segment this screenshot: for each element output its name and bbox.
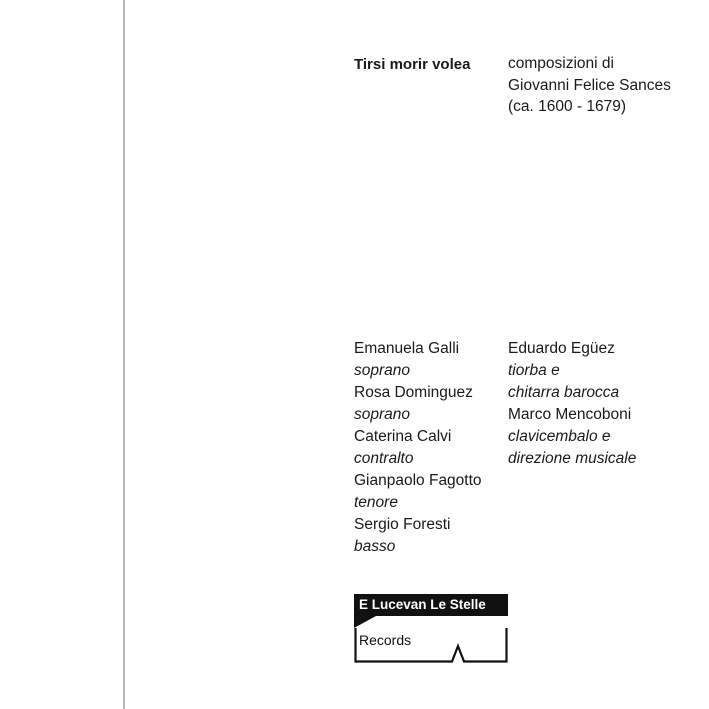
spine-line — [123, 0, 125, 709]
label-bottom-text: Records — [359, 632, 412, 648]
performer-role: contralto — [354, 450, 414, 467]
performer-name: Eduardo Egüez — [508, 340, 615, 357]
performer-name: Emanuela Galli — [354, 340, 460, 357]
performer-role: direzione musicale — [508, 450, 637, 467]
performer-name: Sergio Foresti — [354, 516, 451, 533]
subtitle-line: (ca. 1600 - 1679) — [508, 98, 627, 115]
performer-role: clavicembalo e — [508, 428, 611, 445]
album-title: Tirsi morir volea — [354, 56, 471, 73]
performer-role: basso — [354, 538, 396, 555]
record-label-logo — [354, 594, 508, 663]
performer-name: Gianpaolo Fagotto — [354, 472, 482, 489]
album-subtitle — [508, 53, 671, 118]
label-top-text: E Lucevan Le Stelle — [359, 597, 486, 612]
performers-right-column — [508, 338, 636, 470]
performer-role: soprano — [354, 362, 411, 379]
performer-name: Rosa Dominguez — [354, 384, 473, 401]
performers-left-column — [354, 338, 482, 558]
performer-role: tiorba e — [508, 362, 560, 379]
performer-name: Marco Mencoboni — [508, 406, 632, 423]
performer-role: tenore — [354, 494, 398, 511]
subtitle-line: composizioni di — [508, 55, 614, 72]
performer-role: soprano — [354, 406, 411, 423]
performer-role: chitarra barocca — [508, 384, 620, 401]
subtitle-line: Giovanni Felice Sances — [508, 76, 671, 94]
performer-name: Caterina Calvi — [354, 428, 452, 445]
